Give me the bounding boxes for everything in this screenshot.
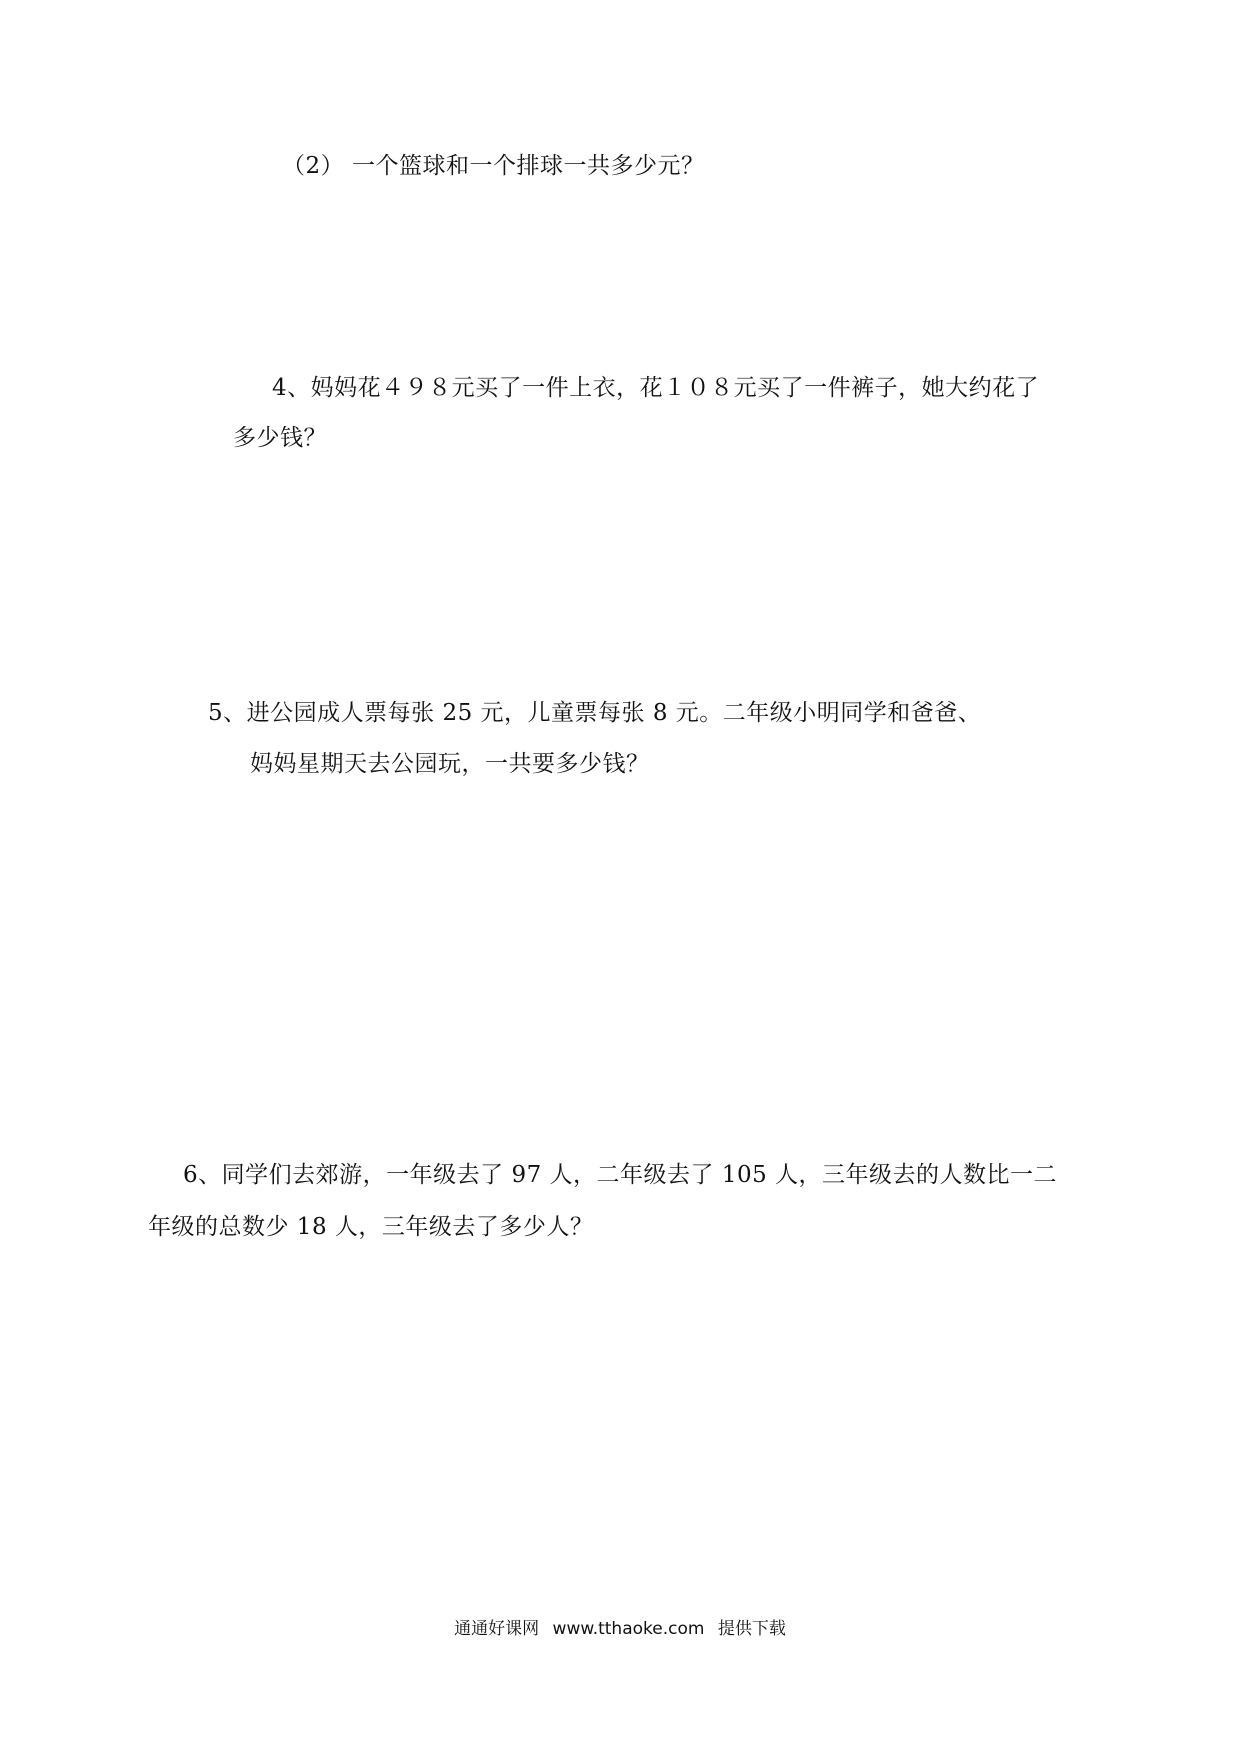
question-5-line-1: 5、进公园成人票每张 25 元，儿童票每张 8 元。二年级小明同学和爸爸、 bbox=[208, 700, 982, 726]
question-4-line-1: 4、妈妈花４９８元买了一件上衣，花１０８元买了一件裤子，她大约花了 bbox=[272, 375, 1040, 401]
question-4-line-2: 多少钱？ bbox=[233, 425, 327, 451]
page-footer bbox=[0, 1617, 1240, 1641]
footer-site-name: 通通好课网 bbox=[454, 1619, 540, 1639]
footer-suffix: 提供下载 bbox=[717, 1619, 786, 1639]
question-3-part-2: （2） 一个篮球和一个排球一共多少元？ bbox=[282, 153, 705, 179]
question-5-line-2: 妈妈星期天去公园玩，一共要多少钱？ bbox=[250, 751, 650, 777]
question-6-line-2: 年级的总数少 18 人，三年级去了多少人？ bbox=[148, 1214, 594, 1240]
question-6-line-1: 6、同学们去郊游，一年级去了 97 人，二年级去了 105 人，三年级去的人数比一二 bbox=[183, 1162, 1058, 1188]
footer-url: www.tthaoke.com bbox=[552, 1619, 705, 1639]
